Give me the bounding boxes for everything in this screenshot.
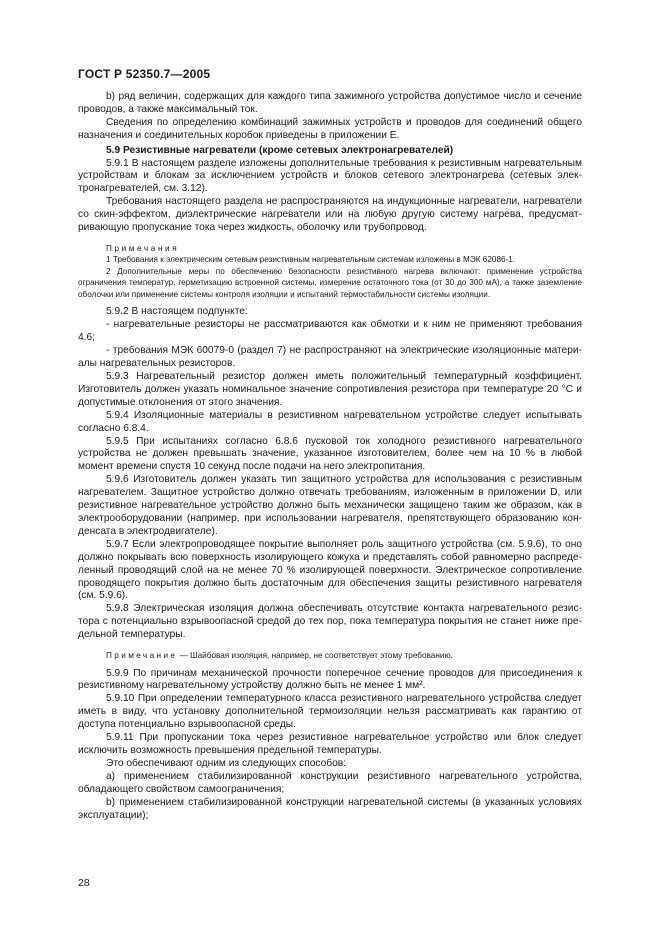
notes-title: Примечания xyxy=(106,243,180,253)
note-item: 2 Дополнительные меры по обеспечению безопасности резистивного нагрева включают: применение устройства ограничения температур, герметизацию встроенной системы, измерение остаточного тока (от 30 до 300 мА), а также заземление оболочки или применение системы контроля изоляции и испытаний термостабильности системы изоляции. xyxy=(78,266,582,299)
paragraph: Требования настоящего раздела не распространяются на индукционные нагреватели, нагреватели со скин-эффектом, диэлектрические нагреватели или на любую другую систему нагрева, предусматривающую пропускание тока через жидкость, оболочку или трубопровод. xyxy=(78,196,582,234)
paragraph: 5.9.11 При пропускании тока через резистивное нагревательное устройство или блок следует исключить возможность превышения предельной температуры. xyxy=(78,732,582,756)
section-heading: 5.9 Резистивные нагреватели (кроме сетевых электронагревателей) xyxy=(106,144,454,156)
list-item: - нагревательные резисторы не рассматриваются как обмотки и к ним не применяют требования 4.6; xyxy=(78,319,582,344)
paragraph: 5.9.3 Нагревательный резистор должен иметь положительный температурный коэффициент. Изготовитель должен указать номинальное значение сопротивления резистора при температуре 20 °С и допустимые отклонения от этого значения. xyxy=(78,371,582,408)
notes-block xyxy=(78,243,582,301)
note-label: Примечание xyxy=(106,651,178,661)
paragraph: 5.9.5 При испытаниях согласно 6.8.6 пусковой ток холодного резистивного нагревательного устройства не должен превышать значение, указанное изготовителем, более чем на 10 % в любой момент времени спустя 10 секунд после подачи на него электропитания. xyxy=(78,435,582,473)
paragraph: Сведения по определению комбинаций зажимных устройств и проводов для соединений общего назначения и соединительных коробок приведены в приложении Е. xyxy=(78,116,582,141)
note-text: — Шайбовая изоляция, например, не соответствует этому требованию. xyxy=(177,651,453,661)
paragraph: 5.9.9 По причинам механической прочности поперечное сечение проводов для присоединения к резистивному нагревательному устройству должно быть не менее 1 мм². xyxy=(78,667,582,692)
note-item: 1 Требования к электрическим сетевым резистивным нагревательным системам изложены в МЭК 62086-1. xyxy=(106,255,516,265)
page-number: 28 xyxy=(78,877,90,889)
paragraph: Это обеспечивают одним из следующих способов: xyxy=(106,757,347,769)
list-item: b) применением стабилизированной конструкции нагревательной системы (в указанных условиях эксплуатации); xyxy=(78,796,582,821)
paragraph: 5.9.2 В настоящем подпункте: xyxy=(106,306,248,318)
paragraph: 5.9.10 При определении температурного класса резистивного нагревательного устройства следует иметь в виду, что установку дополнительной термоизоляции нельзя рассматривать как гарантию от доступа потенциально взрывоопасной среды. xyxy=(78,693,582,731)
paragraph: 5.9.6 Изготовитель должен указать тип защитного устройства для использования с резистивным нагревателем. Защитное устройство должно отвечать требованиям, изложенным в приложении D, или резистивное нагревательное устройство должно быть механически защищено таким же образом, как в электрооборудовании (например, при использовании нагревателя, препятствующего образованию конденсата в электродвигателе). xyxy=(78,474,582,537)
list-item: а) применением стабилизированной конструкции резистивного нагревательного устройства, обладающего свойством самоограничения; xyxy=(78,770,582,795)
paragraph: b) ряд величин, содержащих для каждого типа зажимного устройства допустимое число и сечение проводов, а также максимальный ток. xyxy=(78,91,582,115)
paragraph: 5.9.1 В настоящем разделе изложены дополнительные требования к резистивным нагревательным устройствам и блокам за исключением устройств и блоков сетевого электронагрева (сетевых электронагревателей, см. 3.12). xyxy=(78,157,582,195)
document-header: ГОСТ Р 52350.7—2005 xyxy=(78,67,211,81)
paragraph: 5.9.7 Если электропроводящее покрытие выполняет роль защитного устройства (см. 5.9.6), то оно должно покрывать всю поверхность изолирующего кожуха и представлять собой равномерно распределенный проводящий слой на не менее 70 % изолирующей поверхности. Электрическое сопротивление проводящего покрытия должно быть достаточным для обеспечения защиты резистивного нагревателя (см. 5.9.6). xyxy=(78,538,582,602)
list-item: - требования МЭК 60079-0 (раздел 7) не распространяют на электрические изоляционные материалы нагревательных резисторов. xyxy=(78,345,582,370)
paragraph: 5.9.4 Изоляционные материалы в резистивном нагревательном устройстве следует испытывать согласно 6.8.4. xyxy=(78,409,582,434)
page-body xyxy=(78,91,582,822)
paragraph: 5.9.8 Электрическая изоляция должна обеспечивать отсутствие контакта нагревательного резистора с потенциально взрывоопасной средой до тех пор, пока температура покрытия не станет ниже предельной температуры. xyxy=(78,603,582,641)
note-inline xyxy=(78,650,582,662)
